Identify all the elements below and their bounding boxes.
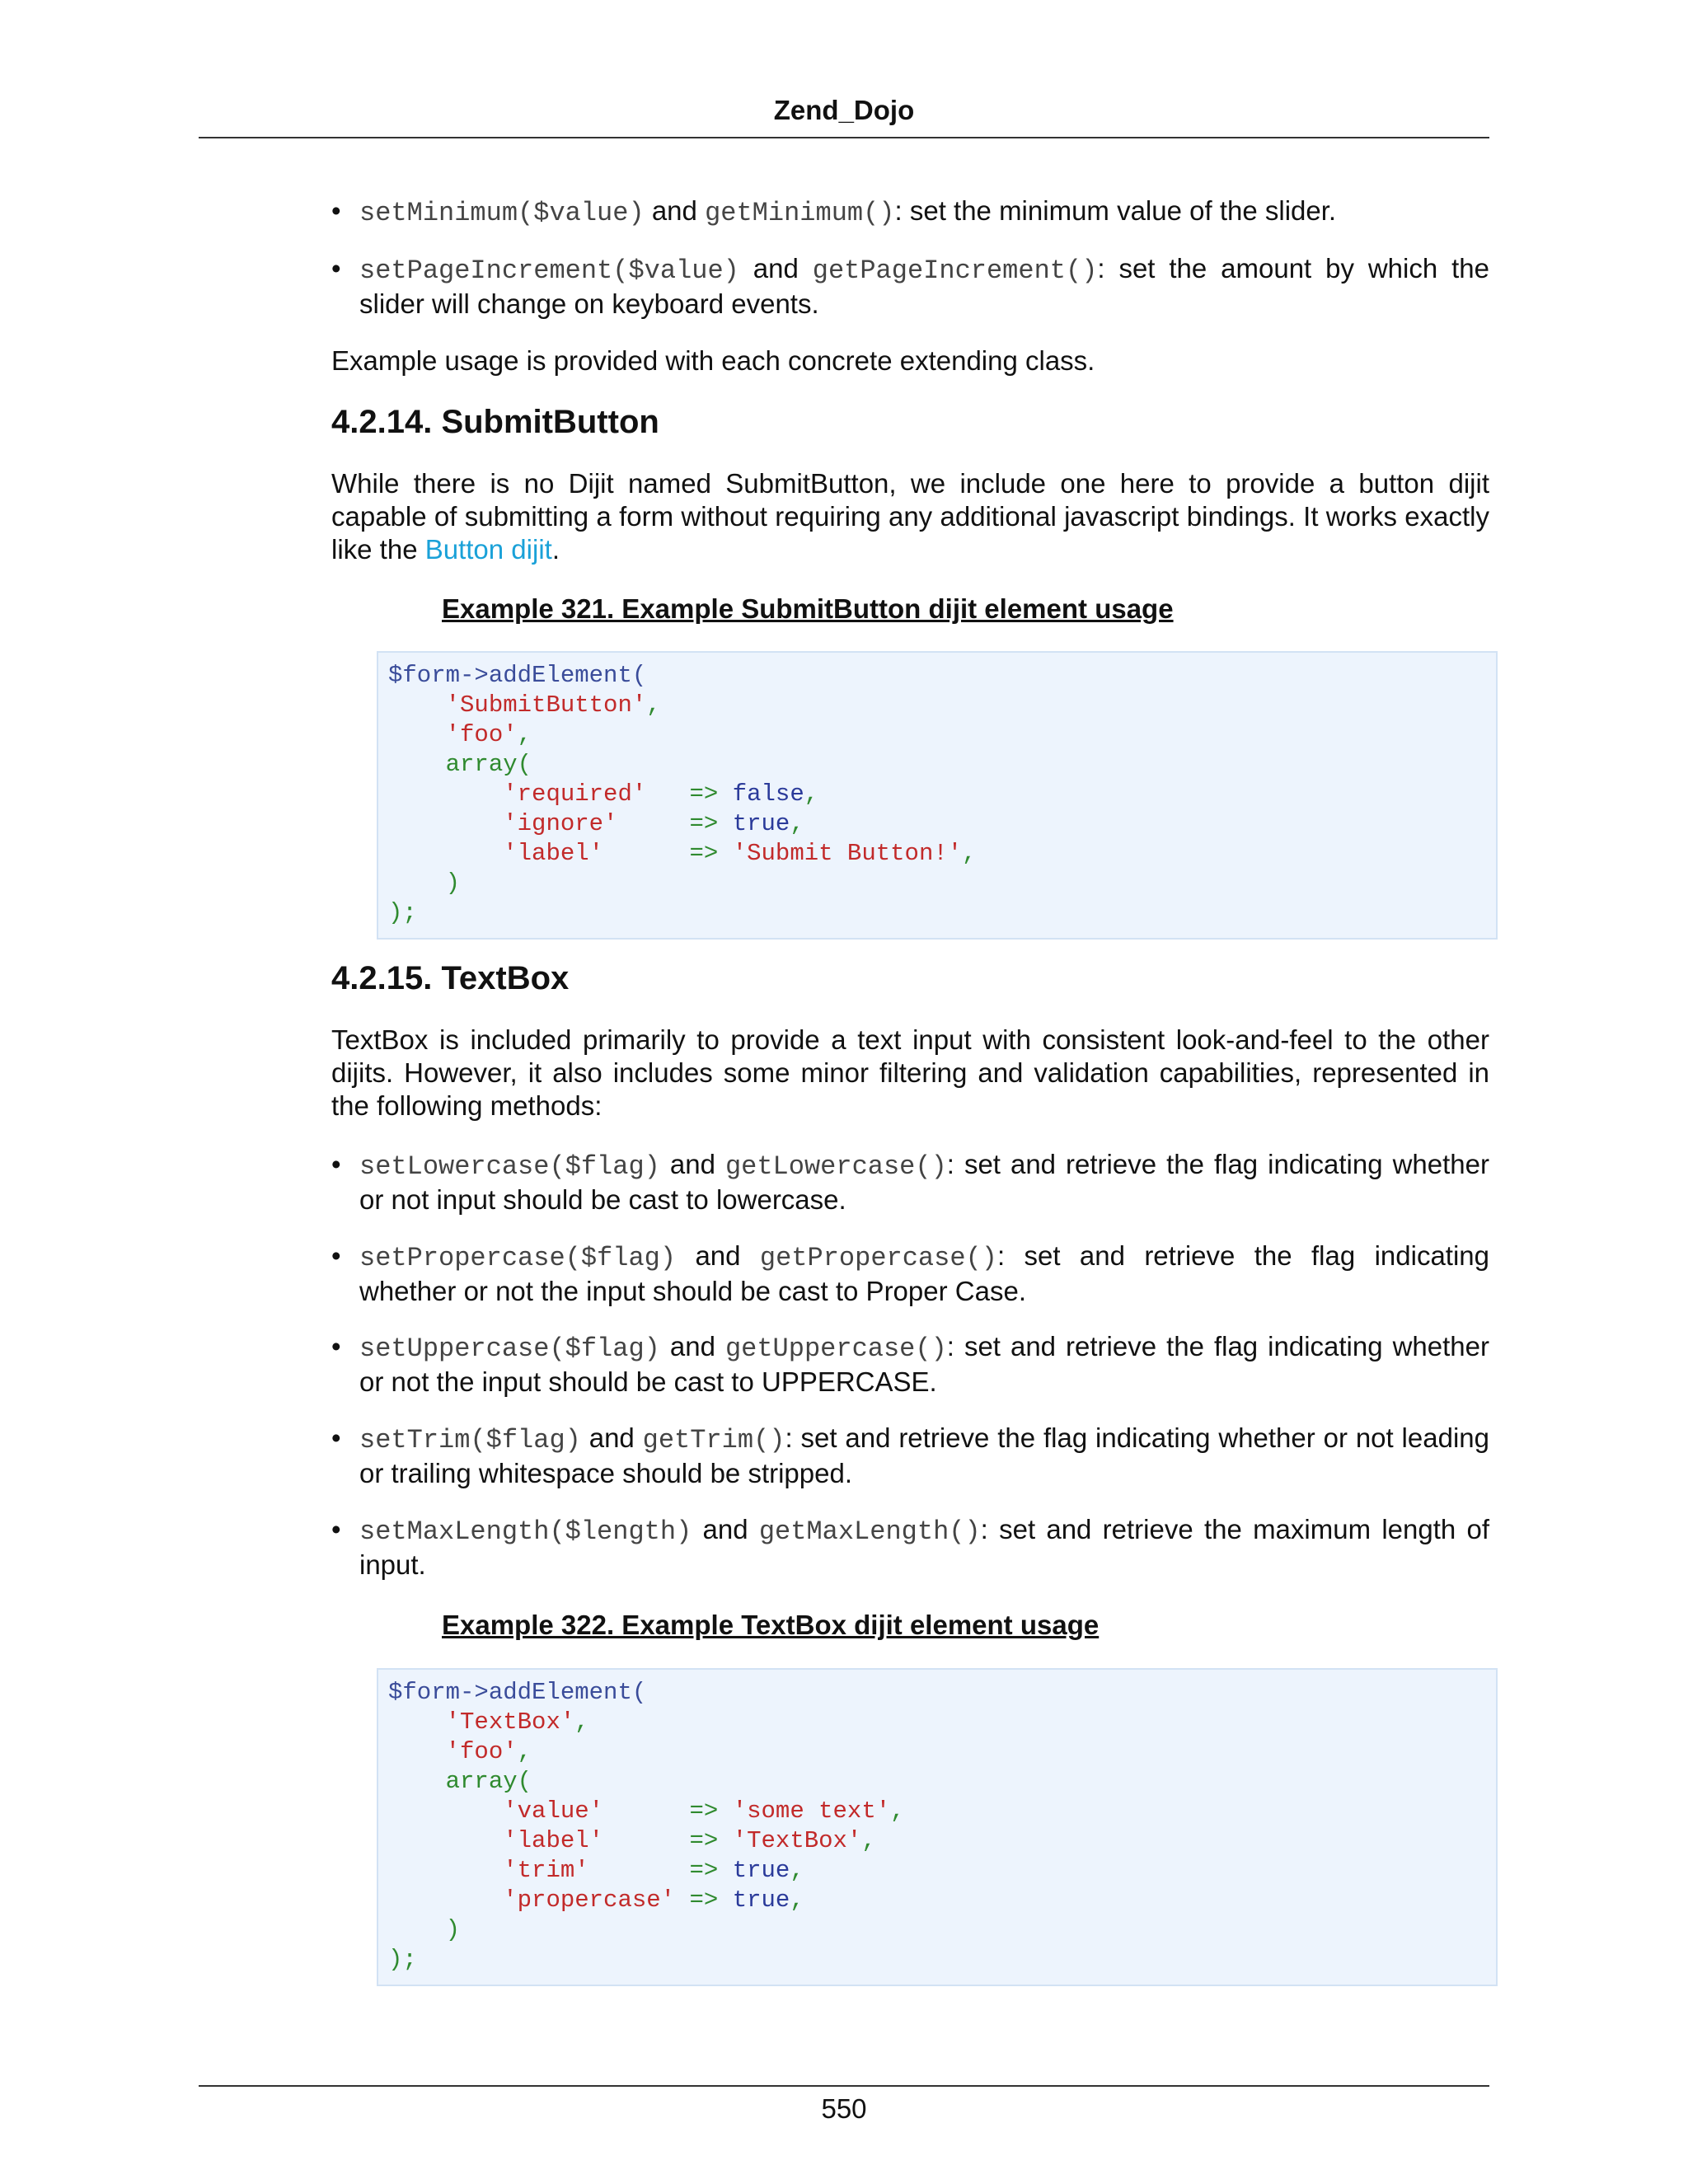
method-name: setMinimum($value) <box>359 198 645 228</box>
method-name: setMaxLength($length) <box>359 1516 692 1547</box>
method-name: getPropercase() <box>759 1243 997 1273</box>
code-block <box>377 1668 1498 1986</box>
method-description: : set the minimum value of the slider. <box>894 195 1337 226</box>
bullet-glyph: • <box>331 1331 341 1361</box>
method-name: getUppercase() <box>724 1333 947 1364</box>
list-item <box>331 1422 1489 1490</box>
method-name: setLowercase($flag) <box>359 1151 660 1182</box>
connector-text: and <box>738 253 813 284</box>
method-name: getMinimum() <box>705 198 895 228</box>
section-heading: 4.2.14. SubmitButton <box>331 404 659 440</box>
paragraph-text: While there is no Dijit named SubmitButton, we include one here to provide a button dijit capable of submitting a form without requiring any additional javascript bindings. It works exactly like the <box>331 468 1489 565</box>
list-item <box>331 1513 1489 1582</box>
bullet-glyph: • <box>331 253 341 284</box>
method-description: : set the amount by which the slider will change on keyboard events. <box>359 253 1489 319</box>
method-name: getPageIncrement() <box>812 255 1098 286</box>
method-name: setUppercase($flag) <box>359 1333 660 1364</box>
method-description: : set and retrieve the flag indicating whether or not input should be cast to lowercase. <box>359 1149 1489 1215</box>
bullet-glyph: • <box>331 1514 341 1544</box>
bullet-glyph: • <box>331 195 341 226</box>
method-description: : set and retrieve the flag indicating whether or not leading or trailing whitespace should be stripped. <box>359 1422 1489 1488</box>
method-name: setPageIncrement($value) <box>359 255 739 286</box>
paragraph: TextBox is included primarily to provide a text input with consistent look-and-feel to the other dijits. However, it also includes some minor filtering and validation capabilities, represented in the following methods: <box>331 1024 1489 1121</box>
method-name: setPropercase($flag) <box>359 1243 677 1273</box>
example-title: Example 321. Example SubmitButton dijit element usage <box>442 593 1174 624</box>
header-rule <box>199 137 1489 138</box>
bullet-glyph: • <box>331 1240 341 1271</box>
method-name: getTrim() <box>642 1425 785 1455</box>
running-header: Zend_Dojo <box>773 95 915 125</box>
method-description: : set and retrieve the flag indicating whether or not the input should be cast to UPPERCASE. <box>359 1331 1489 1397</box>
code-block <box>377 651 1498 940</box>
connector-text: and <box>676 1240 760 1271</box>
paragraph: Example usage is provided with each concrete extending class. <box>331 345 1095 376</box>
method-description: : set and retrieve the maximum length of input. <box>359 1514 1489 1580</box>
method-name: setTrim($flag) <box>359 1425 581 1455</box>
code-listing: $form->addElement( 'TextBox', 'foo', array( 'value' => 'some text', 'label' => 'TextBox', 'trim' => true, 'propercase' => true, ) ); <box>388 1679 905 1973</box>
list-item <box>331 1330 1489 1399</box>
list-item <box>331 1148 1489 1216</box>
list-item <box>331 1240 1489 1308</box>
method-name: getLowercase() <box>724 1151 947 1182</box>
example-title: Example 322. Example TextBox dijit element usage <box>442 1610 1100 1640</box>
connector-text: and <box>644 195 706 226</box>
list-item <box>331 252 1489 321</box>
method-description: : set and retrieve the flag indicating whether or not the input should be cast to Proper Case. <box>359 1240 1489 1306</box>
connector-text: and <box>580 1422 643 1453</box>
page-number: 550 <box>821 2093 867 2124</box>
method-name: getMaxLength() <box>758 1516 981 1547</box>
code-listing: $form->addElement( 'SubmitButton', 'foo', array( 'required' => false, 'ignore' => true, 'label' => 'Submit Button!', ) ); <box>388 662 977 926</box>
paragraph <box>331 467 1489 566</box>
bullet-glyph: • <box>331 1149 341 1179</box>
footer-rule <box>199 2085 1489 2087</box>
paragraph-text: . <box>551 534 560 565</box>
connector-text: and <box>659 1149 725 1179</box>
connector-text: and <box>692 1514 759 1544</box>
section-heading: 4.2.15. TextBox <box>331 960 570 996</box>
button-dijit-link[interactable]: Button dijit <box>424 534 552 565</box>
connector-text: and <box>659 1331 725 1361</box>
bullet-glyph: • <box>331 1422 341 1453</box>
list-item <box>331 194 1489 230</box>
